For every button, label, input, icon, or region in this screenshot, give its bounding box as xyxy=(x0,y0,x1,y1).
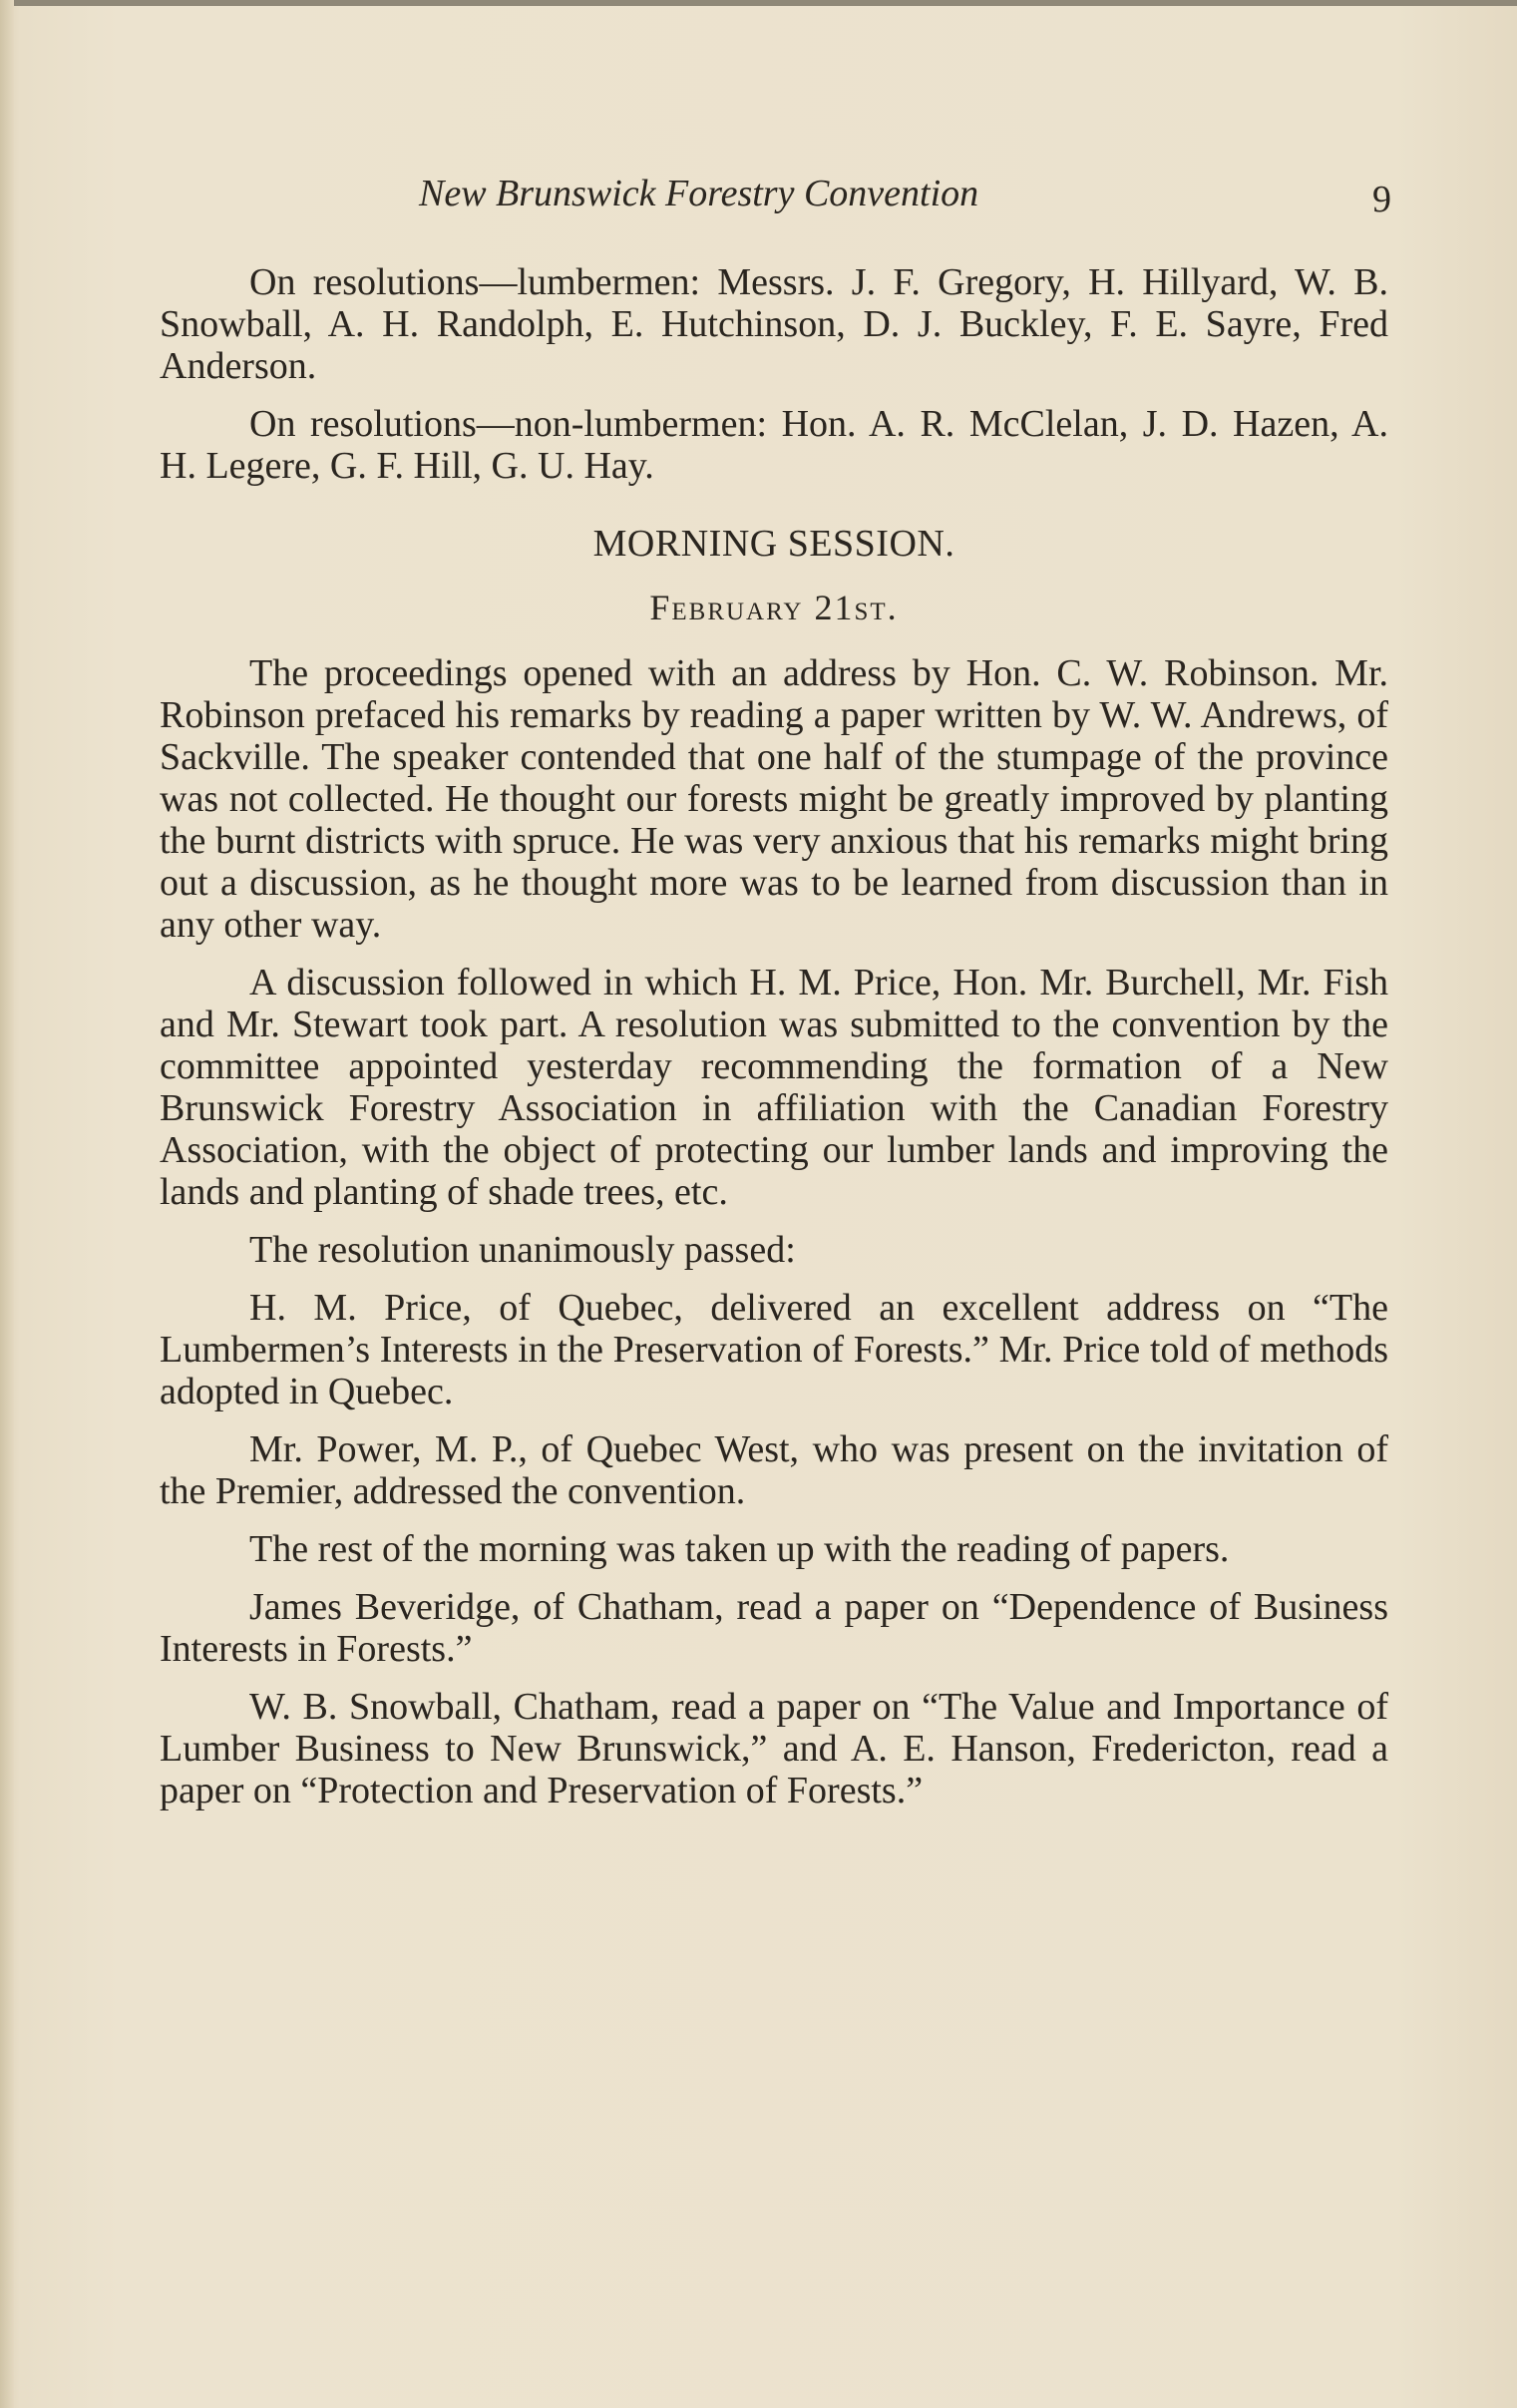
paragraph-snowball-hanson-papers: W. B. Snowball, Chatham, read a paper on “The Value and Importance of Lumber Business to New Brunswick,” and A. E. Hanson, Fredericton, read a paper on “Protection and Preservation of Forests.” xyxy=(160,1686,1388,1811)
paragraph-committee-lumbermen: On resolutions—lumbermen: Messrs. J. F. Gregory, H. Hillyard, W. B. Snowball, A. H. Randolph, E. Hutchinson, D. J. Buckley, F. E. Sayre, Fred Anderson. xyxy=(160,261,1388,387)
page-top-edge xyxy=(0,0,1517,6)
paragraph-discussion: A discussion followed in which H. M. Price, Hon. Mr. Burchell, Mr. Fish and Mr. Stewart took part. A resolution was submitted to the convention by the committee appointed yesterday recommending the formation of a New Brunswick Forestry Association in affiliation with the Canadian Forestry Association, with the object of protecting our lumber lands and improving the lands and planting of shade trees, etc. xyxy=(160,962,1388,1213)
paragraph-price-address: H. M. Price, of Quebec, delivered an excellent address on “The Lumbermen’s Interests in the Preservation of Forests.” Mr. Price told of methods adopted in Quebec. xyxy=(160,1287,1388,1412)
date-heading: February 21st. xyxy=(649,588,899,627)
session-heading: MORNING SESSION. xyxy=(592,523,955,565)
paragraph-proceedings: The proceedings opened with an address by Hon. C. W. Robinson. Mr. Robinson prefaced his remarks by reading a paper written by W. W. Andrews, of Sackville. The speaker contended that one half of the stumpage of the province was not collected. He thought our forests might be greatly improved by planting the burnt districts with spruce. He was very anxious that his remarks might bring out a discussion, as he thought more was to be learned from discussion than in any other way. xyxy=(160,652,1388,946)
body-text xyxy=(160,261,1388,1827)
paragraph-beveridge-paper: James Beveridge, of Chatham, read a paper on “Dependence of Business Interests in Forests.” xyxy=(160,1586,1388,1670)
page-binding-edge xyxy=(0,0,14,2408)
paragraph-committee-non-lumbermen: On resolutions—non-lumbermen: Hon. A. R. McClelan, J. D. Hazen, A. H. Legere, G. F. Hill, G. U. Hay. xyxy=(160,403,1388,487)
paragraph-reading-papers: The rest of the morning was taken up with the reading of papers. xyxy=(249,1528,1230,1570)
paragraph-resolution-passed: The resolution unanimously passed: xyxy=(249,1229,796,1271)
running-title: New Brunswick Forestry Convention xyxy=(419,173,979,214)
paragraph-power-address: Mr. Power, M. P., of Quebec West, who was present on the invitation of the Premier, addressed the convention. xyxy=(160,1428,1388,1512)
page-number: 9 xyxy=(1372,179,1391,220)
